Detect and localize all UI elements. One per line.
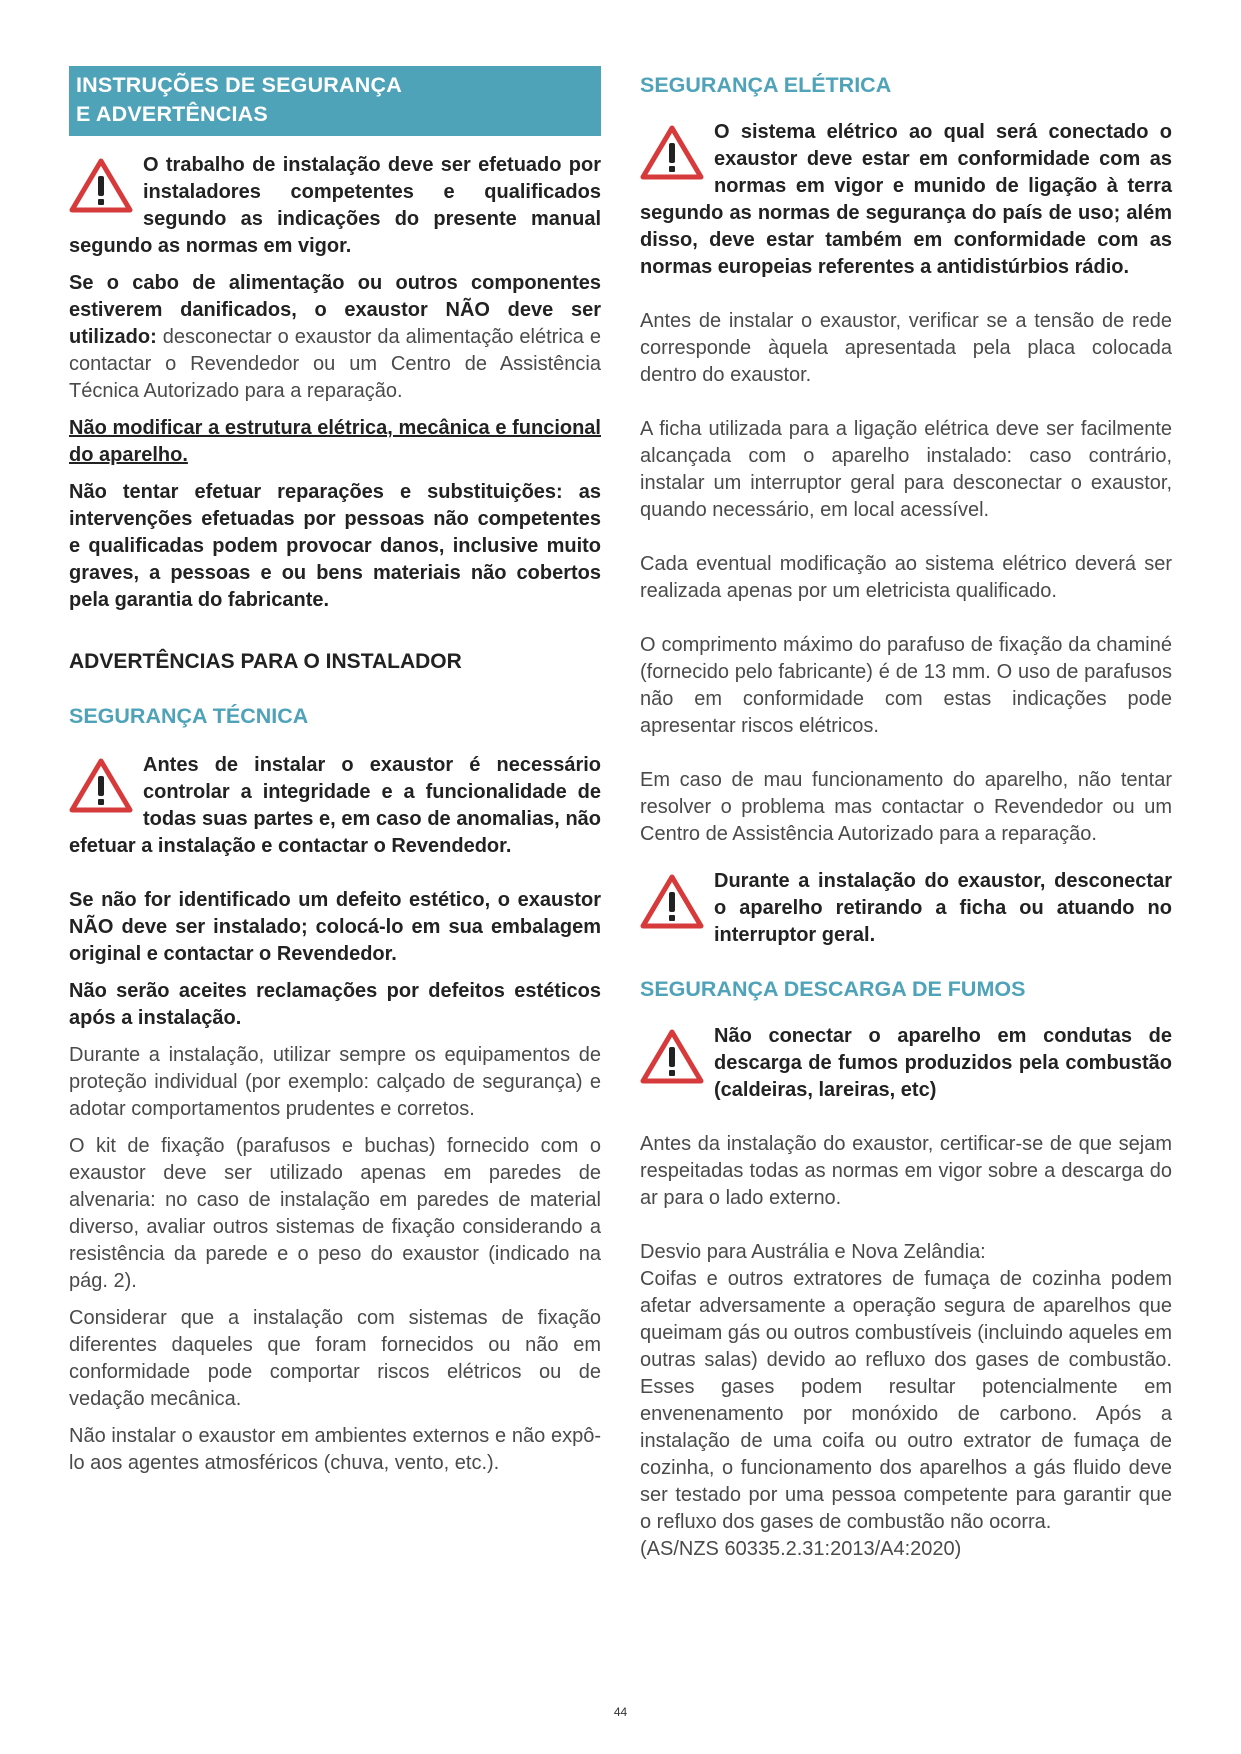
warning-triangle-icon [69,758,133,814]
fixing-systems-paragraph: Considerar que a instalação com sistemas de fixação diferentes daqueles que foram fornecidos ou não em conformidade pode comportar riscos elétricos ou de vedação mecânica. [69,1307,601,1410]
au-nz-title: Desvio para Austrália e Nova Zelândia: [640,1241,986,1263]
warning-triangle-icon [640,874,704,930]
no-modify-paragraph: Não modificar a estrutura elétrica, mecânica e funcional do aparelho. [69,417,601,466]
fixing-kit-paragraph: O kit de fixação (parafusos e buchas) fornecido com o exaustor deve ser utilizado apenas em paredes de alvenaria: no caso de instalação em paredes de material diverso, avaliar outros sistemas de fixação considerando a resistência da parede e o peso do exaustor (indicado na pág. 2). [69,1135,601,1292]
warning-block-installers [69,152,601,260]
warning-text: Durante a instalação do exaustor, desconectar o aparelho retirando a ficha ou atuando no interruptor geral. [714,870,1172,946]
aesthetic-defect-paragraph: Se não for identificado um defeito estético, o exaustor NÃO deve ser instalado; colocá-lo em sua embalagem original e contactar o Revendedor. [69,889,601,965]
voltage-paragraph: Antes de instalar o exaustor, verificar se a tensão de rede corresponde àquela apresentada pela placa colocada dentro do exaustor. [640,310,1172,386]
warning-block-integrity [69,752,601,860]
page-number: 44 [613,1705,628,1719]
warning-text: Antes de instalar o exaustor é necessário controlar a integridade e a funcionalidade de todas suas partes e, em caso de anomalias, não efetuar a instalação e contactar o Revendedor. [69,754,601,857]
installer-heading: ADVERTÊNCIAS PARA O INSTALADOR [69,650,462,673]
warning-block-flue [640,1023,1172,1104]
banner-line-1: INSTRUÇÕES DE SEGURANÇA [76,73,402,97]
damaged-cable-paragraph [69,270,601,405]
screw-length-paragraph: O comprimento máximo do parafuso de fixação da chaminé (fornecido pelo fabricante) é de 13 mm. O uso de parafusos não em conformidade com estas indicações pode apresentar riscos elétricos. [640,634,1172,737]
ppe-paragraph: Durante a instalação, utilizar sempre os equipamentos de proteção individual (por exemplo: calçado de segurança) e adotar comportamentos prudentes e corretos. [69,1044,601,1120]
electrician-paragraph: Cada eventual modificação ao sistema elétrico deverá ser realizada apenas por um eletricista qualificado. [640,553,1172,602]
warning-triangle-icon [69,158,133,214]
banner-line-2: E ADVERTÊNCIAS [76,102,268,126]
electrical-safety-heading: SEGURANÇA ELÉTRICA [640,73,892,97]
right-column [640,66,1172,1563]
damaged-cable-bold: Se o cabo de alimentação ou outros componentes estiverem danificados, o exaustor NÃO deve ser utilizado: [69,272,601,348]
warning-block-electrical-system [640,119,1172,281]
warning-triangle-icon [640,1029,704,1085]
warning-text: O sistema elétrico ao qual será conectado o exaustor deve estar em conformidade com as normas em vigor e munido de ligação à terra segundo as normas de segurança do país de uso; além disso, deve estar também em conformidade com as normas europeias referentes a antidistúrbios rádio. [640,121,1172,278]
warning-block-disconnect [640,868,1172,949]
section-banner [69,66,601,136]
damaged-cable-light: desconectar o exaustor da alimentação elétrica e contactar o Revendedor ou um Centro de Assistência Técnica Autorizado para a reparação. [69,326,601,402]
warning-text: O trabalho de instalação deve ser efetuado por instaladores competentes e qualificados segundo as indicações do presente manual segundo as normas em vigor. [69,154,601,257]
smoke-discharge-heading: SEGURANÇA DESCARGA DE FUMOS [640,977,1026,1001]
no-repairs-paragraph: Não tentar efetuar reparações e substituições: as intervenções efetuadas por pessoas não competentes e qualificadas podem provocar danos, inclusive muito graves, a pessoas e ou bens materiais não cobertos pela garantia do fabricante. [69,481,601,611]
plug-paragraph: A ficha utilizada para a ligação elétrica deve ser facilmente alcançada com o aparelho instalado: caso contrário, instalar um interruptor geral para desconectar o exaustor, quando necessário, em local acessível. [640,418,1172,521]
au-nz-standard-ref: (AS/NZS 60335.2.31:2013/A4:2020) [640,1538,962,1560]
outdoor-paragraph: Não instalar o exaustor em ambientes externos e não expô-lo aos agentes atmosféricos (chuva, vento, etc.). [69,1425,601,1474]
claims-paragraph: Não serão aceites reclamações por defeitos estéticos após a instalação. [69,980,601,1029]
left-column [69,66,601,1477]
au-nz-body: Coifas e outros extratores de fumaça de cozinha podem afetar adversamente a operação segura de aparelhos que queimam gás ou outros combustíveis (incluindo aqueles em outras salas) devido ao refluxo dos gases de combustão. Esses gases podem resultar potencialmente em envenenamento por monóxido de carbono. Após a instalação de uma coifa ou outro extrator de fumaça de cozinha, o funcionamento dos aparelhos a gás fluido deve ser testado por uma pessoa competente para garantir que o refluxo dos gases de combustão não ocorra. [640,1268,1172,1533]
warning-text: Não conectar o aparelho em condutas de descarga de fumos produzidos pela combustão (caldeiras, lareiras, etc) [714,1025,1172,1101]
malfunction-paragraph: Em caso de mau funcionamento do aparelho, não tentar resolver o problema mas contactar o Revendedor ou um Centro de Assistência Autorizado para a reparação. [640,769,1172,845]
technical-safety-heading: SEGURANÇA TÉCNICA [69,704,309,728]
air-discharge-paragraph: Antes da instalação do exaustor, certificar-se de que sejam respeitadas todas as normas em vigor sobre a descarga do ar para o lado externo. [640,1133,1172,1209]
warning-triangle-icon [640,125,704,181]
